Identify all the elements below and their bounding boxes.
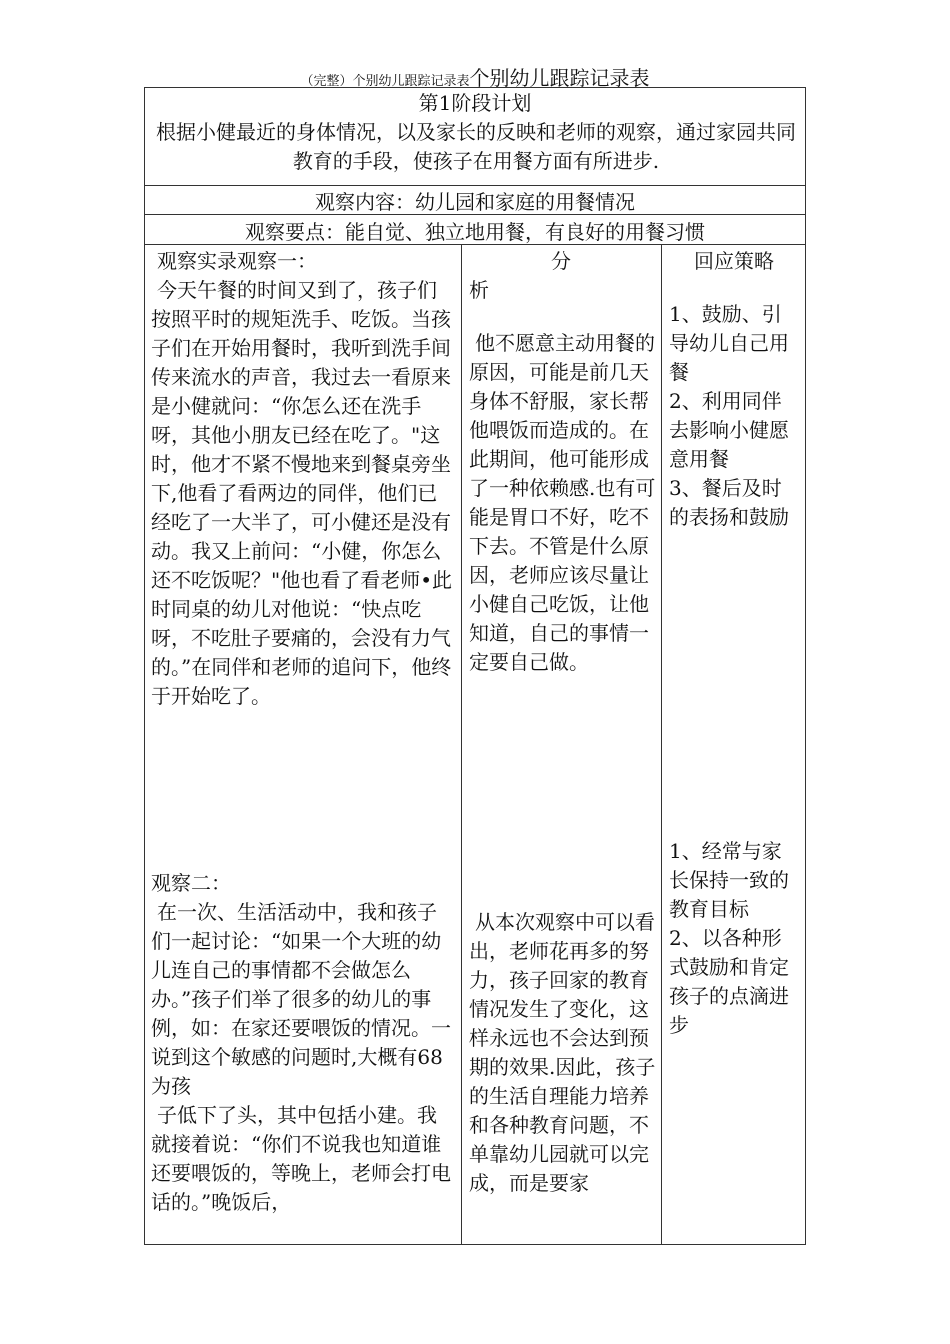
observation-content: 观察内容：幼儿园和家庭的用餐情况 [315, 190, 635, 214]
strategy-2: 1、经常与家长保持一致的教育目标 2、以各种形式鼓励和肯定孩子的点滴进步 [669, 839, 789, 1037]
record-table [144, 87, 806, 1245]
plan-body: 根据小健最近的身体情况，以及家长的反映和老师的观察，通过家园共同教育的手段，使孩子在用餐方面有所进步. [156, 120, 796, 173]
strategy-1: 1、鼓励、引导幼儿自己用餐 2、利用同伴去影响小健愿意用餐 3、餐后及时的表扬和鼓励 [669, 302, 789, 529]
column-divider [461, 245, 462, 1244]
observation-points: 观察要点：能自觉、独立地用餐，有良好的用餐习惯 [245, 220, 705, 244]
divider [145, 185, 805, 186]
observation-record-2: 在一次、生活活动中，我和孩子们一起讨论：“如果一个大班的幼儿连自己的事情都不会做怎么办。”孩子们举了很多的幼儿的事例，如：在家还要喂饭的情况。一说到这个敏感的问题时,大概有68为孩 [151, 900, 451, 1098]
column-divider [661, 245, 662, 1244]
analysis-2: 从本次观察中可以看出，老师花再多的努力，孩子回家的教育情况发生了变化，这样永远也不会达到预期的效果.因此，孩子的生活自理能力培养和各种教育问题，不单靠幼儿园就可以完成，而是要家 [469, 910, 656, 1195]
column-header-analysis-cont: 析 [469, 278, 489, 302]
column-header-record: 观察实录观察一： [157, 249, 317, 273]
observation-2-title: 观察二： [151, 871, 231, 895]
observation-record-2-cont: 子低下了头，其中包括小建。我就接着说：“你们不说我也知道谁还要喂饭的，等晚上，老师会打电话的。”晚饭后， [151, 1103, 451, 1214]
analysis-1: 他不愿意主动用餐的原因，可能是前几天身体不舒服，家长帮他喂饭而造成的。在此期间，他可能形成了一种依赖感.也有可能是胃口不好，吃不下去。不管是什么原因，老师应该尽量让小健自己吃饭，让他知道，自己的事情一定要自己做。 [469, 331, 656, 674]
column-header-analysis: 分 [551, 249, 571, 273]
observation-record-1: 今天午餐的时间又到了，孩子们按照平时的规矩洗手、吃饭。当孩子们在开始用餐时，我听到洗手间传来流水的声音，我过去一看原来是小健就问：“你怎么还在洗手呀，其他小朋友已经在吃了。"这时，他才不紧不慢地来到餐桌旁坐下,他看了看两边的同伴，他们已经吃了一大半了，可小健还是没有动。我又上前问：“小健，你怎么还不吃饭呢？"他也看了看老师•此时同桌的幼儿对他说：“快点吃呀，不吃肚子要痛的，会没有力气的。”在同伴和老师的追问下，他终于开始吃了。 [151, 278, 452, 708]
column-header-strategy: 回应策略 [694, 249, 774, 273]
plan-title: 第1阶段计划 [418, 91, 532, 115]
header-small-title: （完整）个别幼儿跟踪记录表 [300, 74, 470, 89]
header-big-title: 个别幼儿跟踪记录表 [469, 66, 650, 90]
